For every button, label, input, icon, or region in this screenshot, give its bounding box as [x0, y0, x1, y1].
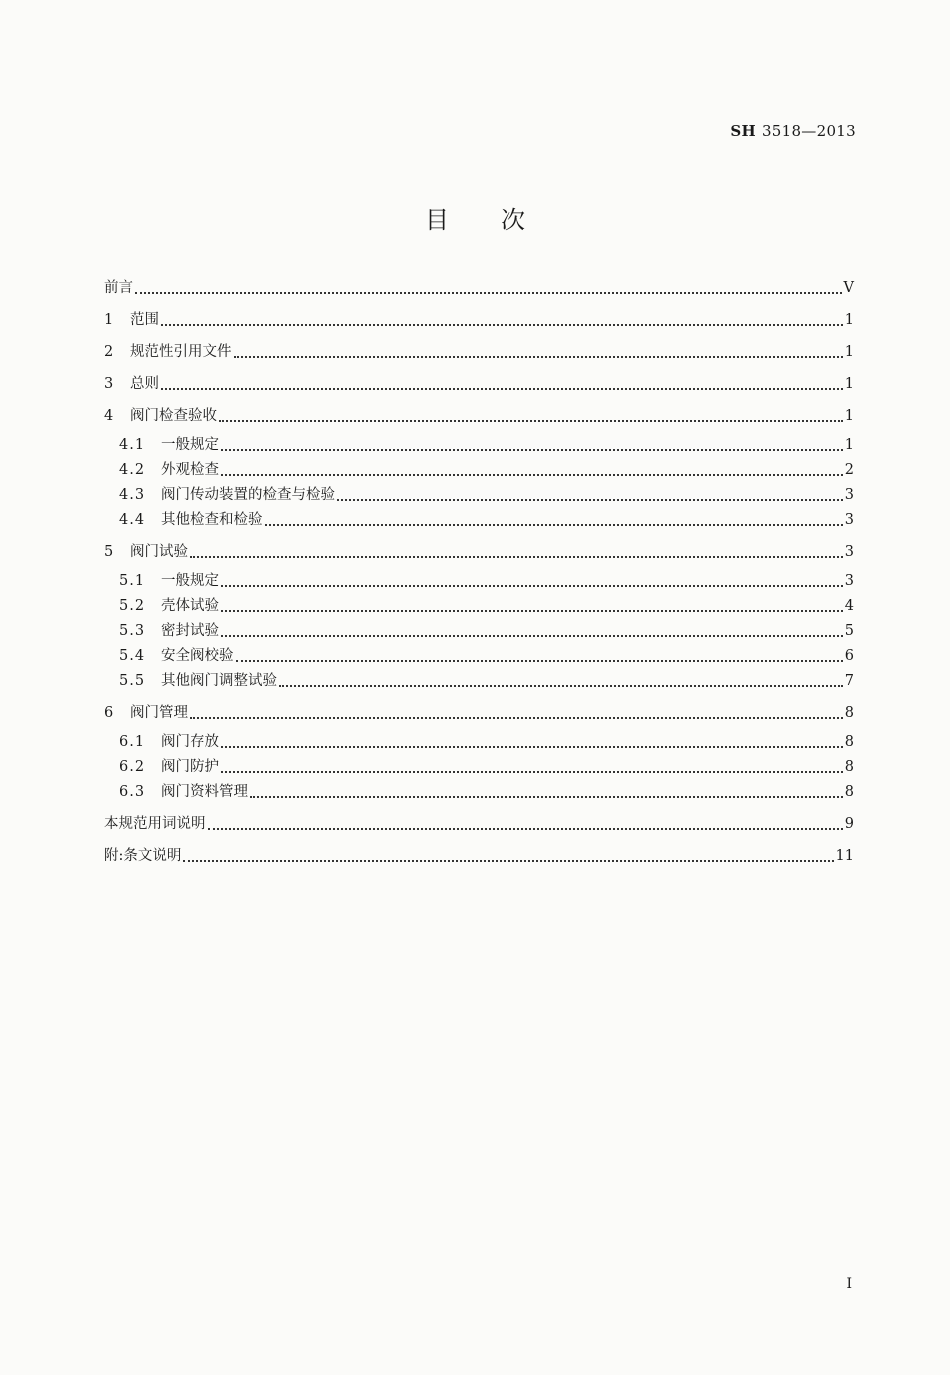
- toc-entry-label: [119, 460, 219, 480]
- toc-entry[interactable]: [104, 621, 854, 641]
- toc-leader-dots: [221, 585, 843, 587]
- toc-entry-number: 5.1: [119, 573, 146, 589]
- toc-entry-label: [104, 278, 133, 298]
- table-of-contents: [104, 278, 854, 878]
- toc-entry-number: 4.4: [119, 512, 146, 528]
- toc-entry[interactable]: [104, 646, 854, 666]
- toc-entry-title: 阀门存放: [161, 734, 219, 750]
- toc-entry-title: 范围: [130, 312, 159, 328]
- toc-leader-dots: [265, 524, 843, 526]
- toc-entry-number: 4: [104, 408, 114, 424]
- toc-entry-title: 其他阀门调整试验: [161, 673, 277, 689]
- toc-entry[interactable]: [104, 485, 854, 505]
- toc-entry-title: 外观检查: [161, 462, 219, 478]
- toc-entry-label: [119, 732, 219, 752]
- toc-entry-label: [104, 374, 159, 394]
- toc-entry-page: 8: [844, 759, 854, 775]
- toc-entry-label: [104, 542, 188, 562]
- toc-entry-page: 3: [844, 544, 854, 560]
- toc-entry-title: 规范性引用文件: [130, 344, 232, 360]
- toc-leader-dots: [221, 449, 843, 451]
- toc-entry[interactable]: [104, 510, 854, 530]
- toc-entry-label: [119, 435, 219, 455]
- toc-entry[interactable]: [104, 278, 854, 298]
- toc-entry-number: 5: [104, 544, 114, 560]
- toc-entry-label: [104, 814, 206, 834]
- toc-entry[interactable]: [104, 435, 854, 455]
- toc-entry-page: 3: [844, 487, 854, 503]
- toc-entry-label: [119, 671, 277, 691]
- toc-leader-dots: [221, 746, 843, 748]
- toc-leader-dots: [236, 660, 843, 662]
- toc-entry[interactable]: [104, 732, 854, 752]
- toc-entry-number: 5.5: [119, 673, 146, 689]
- toc-entry-number: 4.1: [119, 437, 146, 453]
- toc-entry[interactable]: [104, 542, 854, 562]
- toc-leader-dots: [135, 292, 842, 294]
- toc-entry[interactable]: [104, 310, 854, 330]
- toc-leader-dots: [219, 420, 843, 422]
- toc-entry-title: 阀门试验: [130, 544, 188, 560]
- toc-leader-dots: [234, 356, 843, 358]
- toc-entry-label: [119, 571, 219, 591]
- toc-entry-page: 1: [844, 437, 854, 453]
- toc-entry-number: 6.1: [119, 734, 146, 750]
- document-code: [730, 122, 856, 140]
- toc-entry-title: 一般规定: [161, 437, 219, 453]
- toc-leader-dots: [161, 388, 843, 390]
- toc-entry-page: V: [843, 280, 854, 296]
- toc-entry-title: 阀门检查验收: [130, 408, 217, 424]
- toc-entry-label: [119, 782, 248, 802]
- toc-entry-number: 5.4: [119, 648, 146, 664]
- toc-leader-dots: [279, 685, 843, 687]
- toc-entry-label: [119, 646, 234, 666]
- toc-entry-title: 安全阀校验: [161, 648, 234, 664]
- toc-leader-dots: [190, 556, 843, 558]
- toc-entry-page: 6: [844, 648, 854, 664]
- toc-entry[interactable]: [104, 596, 854, 616]
- toc-entry[interactable]: [104, 757, 854, 777]
- toc-entry-label: [104, 846, 181, 866]
- toc-entry[interactable]: [104, 571, 854, 591]
- toc-entry-page: 3: [844, 573, 854, 589]
- toc-leader-dots: [221, 474, 843, 476]
- toc-entry-label: [119, 757, 219, 777]
- toc-leader-dots: [161, 324, 843, 326]
- toc-leader-dots: [250, 796, 843, 798]
- toc-entry-label: [104, 406, 217, 426]
- page-number: I: [846, 1276, 852, 1292]
- toc-entry-page: 1: [844, 312, 854, 328]
- toc-entry-number: 6.2: [119, 759, 146, 775]
- toc-entry-title: 本规范用词说明: [104, 816, 206, 832]
- toc-entry-page: 1: [844, 376, 854, 392]
- toc-entry-number: 4.3: [119, 487, 146, 503]
- toc-entry-title: 一般规定: [161, 573, 219, 589]
- toc-entry-number: 6: [104, 705, 114, 721]
- toc-leader-dots: [208, 828, 843, 830]
- toc-entry-title: 阀门资料管理: [161, 784, 248, 800]
- toc-entry-title: 附:条文说明: [104, 848, 182, 864]
- toc-entry-label: [119, 510, 263, 530]
- document-code-prefix: SH: [730, 122, 756, 140]
- toc-entry-page: 8: [844, 705, 854, 721]
- toc-entry-label: [104, 342, 232, 362]
- page-title: 目次: [425, 206, 577, 234]
- toc-entry-number: 5.2: [119, 598, 146, 614]
- toc-entry-page: 9: [844, 816, 854, 832]
- toc-entry-title: 其他检查和检验: [161, 512, 263, 528]
- toc-entry-title: 阀门管理: [130, 705, 188, 721]
- toc-entry-title: 壳体试验: [161, 598, 219, 614]
- toc-entry-page: 3: [844, 512, 854, 528]
- toc-entry-page: 8: [844, 734, 854, 750]
- toc-entry-page: 11: [835, 848, 854, 864]
- toc-entry[interactable]: [104, 374, 854, 394]
- document-code-number: 3518—2013: [761, 122, 856, 140]
- toc-entry[interactable]: [104, 782, 854, 802]
- toc-entry[interactable]: [104, 671, 854, 691]
- toc-entry[interactable]: [104, 406, 854, 426]
- toc-leader-dots: [190, 717, 843, 719]
- toc-entry-page: 8: [844, 784, 854, 800]
- toc-entry-page: 2: [844, 462, 854, 478]
- toc-entry[interactable]: [104, 342, 854, 362]
- toc-entry-title: 前言: [104, 280, 133, 296]
- toc-entry-page: 7: [844, 673, 854, 689]
- toc-entry-number: 1: [104, 312, 114, 328]
- toc-leader-dots: [221, 771, 843, 773]
- toc-entry-label: [104, 703, 188, 723]
- toc-entry-number: 3: [104, 376, 114, 392]
- toc-entry-number: 2: [104, 344, 114, 360]
- toc-entry-label: [119, 485, 335, 505]
- toc-entry-title: 密封试验: [161, 623, 219, 639]
- toc-entry[interactable]: [104, 814, 854, 834]
- toc-entry-page: 1: [844, 408, 854, 424]
- toc-entry-number: 4.2: [119, 462, 146, 478]
- toc-entry[interactable]: [104, 703, 854, 723]
- toc-entry-title: 阀门防护: [161, 759, 219, 775]
- toc-leader-dots: [221, 635, 843, 637]
- toc-entry[interactable]: [104, 846, 854, 866]
- toc-entry-title: 总则: [130, 376, 159, 392]
- toc-entry-page: 4: [844, 598, 854, 614]
- toc-entry-label: [119, 621, 219, 641]
- toc-entry-label: [104, 310, 159, 330]
- toc-entry-number: 6.3: [119, 784, 146, 800]
- toc-entry-page: 5: [844, 623, 854, 639]
- toc-entry-number: 5.3: [119, 623, 146, 639]
- toc-entry-title: 阀门传动装置的检查与检验: [161, 487, 335, 503]
- toc-leader-dots: [337, 499, 843, 501]
- toc-leader-dots: [221, 610, 843, 612]
- toc-entry-label: [119, 596, 219, 616]
- toc-entry-page: 1: [844, 344, 854, 360]
- toc-leader-dots: [183, 860, 833, 862]
- toc-entry[interactable]: [104, 460, 854, 480]
